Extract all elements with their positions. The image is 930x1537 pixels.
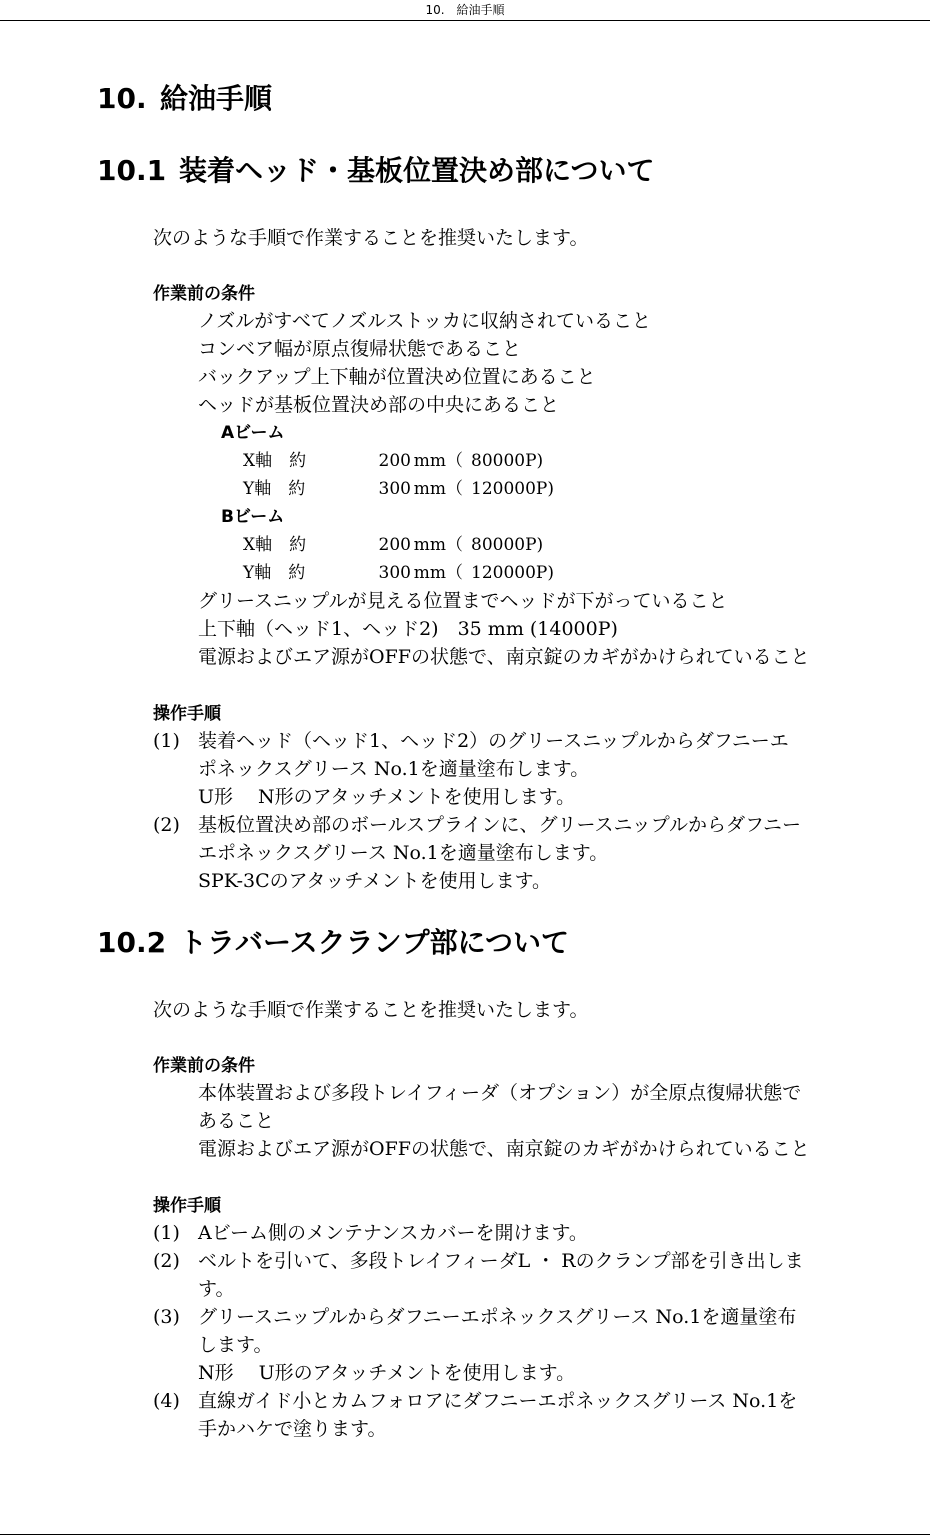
- procedure-heading: 操作手順: [153, 1196, 221, 1216]
- step-text: 装着ヘッド（ヘッド1、ヘッド2）のグリースニップルからダフニーエ: [198, 730, 789, 752]
- axis-unit: mm（: [413, 451, 463, 471]
- axis-value: 200: [378, 451, 411, 471]
- axis-value: 200: [378, 535, 411, 555]
- section-intro: 次のような手順で作業することを推奨いたします。: [153, 999, 589, 1021]
- step-text: 手かハケで塗ります。: [198, 1418, 387, 1440]
- axis-pulses: 80000P): [471, 451, 544, 471]
- condition-item: バックアップ上下軸が位置決め位置にあること: [198, 366, 596, 388]
- axis-value: 300: [378, 479, 411, 499]
- condition-item: ヘッドが基板位置決め部の中央にあること: [198, 394, 560, 416]
- procedure-list: [153, 1219, 843, 1443]
- section-heading-10-1: [97, 152, 654, 190]
- step-number: (1): [153, 1222, 180, 1244]
- step-number: (4): [153, 1390, 180, 1412]
- procedure-step: [153, 1247, 843, 1303]
- section-heading-10-2: [97, 924, 569, 962]
- axis-row: [153, 447, 843, 475]
- conditions-heading: 作業前の条件: [153, 1056, 255, 1076]
- procedure-list: [153, 727, 843, 895]
- step-text: U形 N形のアタッチメントを使用します。: [198, 786, 576, 808]
- step-number: (1): [153, 730, 180, 752]
- axis-unit: mm（: [413, 535, 463, 555]
- section-title: 装着ヘッド・基板位置決め部について: [179, 154, 655, 187]
- procedure-step: [153, 1219, 843, 1247]
- condition-item: ノズルがすべてノズルストッカに収納されていること: [198, 310, 651, 332]
- axis-row: [153, 531, 843, 559]
- running-header: 10. 給油手順: [0, 0, 930, 21]
- condition-item: あること: [198, 1110, 275, 1132]
- axis-pulses: 80000P): [471, 535, 544, 555]
- step-text: N形 U形のアタッチメントを使用します。: [198, 1362, 576, 1384]
- condition-item: 電源およびエア源がOFFの状態で、南京錠のカギがかけられていること: [198, 1138, 810, 1160]
- beam-label: Aビーム: [221, 423, 285, 443]
- step-text: グリースニップルからダフニーエポネックスグリース No.1を適量塗布: [198, 1306, 797, 1328]
- axis-pulses: 120000P): [471, 563, 554, 583]
- step-text: 基板位置決め部のボールスプラインに、グリースニップルからダフニー: [198, 814, 802, 836]
- procedure-heading: 操作手順: [153, 704, 221, 724]
- procedure-step: [153, 727, 843, 811]
- procedure-step: [153, 811, 843, 895]
- condition-item: 上下軸（ヘッド1、ヘッド2) 35 mm (14000P): [198, 618, 618, 640]
- step-text: エポネックスグリース No.1を適量塗布します。: [198, 842, 609, 864]
- section-intro: 次のような手順で作業することを推奨いたします。: [153, 227, 589, 249]
- step-text: ベルトを引いて、多段トレイフィーダL ・ Rのクランプ部を引き出しま: [198, 1250, 804, 1272]
- section-title: トラバースクランプ部について: [179, 926, 570, 959]
- axis-row: [153, 559, 843, 587]
- axis-pulses: 120000P): [471, 479, 554, 499]
- condition-item: 本体装置および多段トレイフィーダ（オプション）が全原点復帰状態で: [198, 1082, 802, 1104]
- chapter-number: 10.: [97, 82, 147, 115]
- axis-unit: mm（: [413, 479, 463, 499]
- axis-name: X軸 約: [243, 535, 307, 555]
- section-number: 10.2: [97, 926, 167, 959]
- axis-row: [153, 475, 843, 503]
- chapter-heading: [97, 80, 272, 118]
- beam-label: Bビーム: [221, 507, 285, 527]
- axis-name: Y軸 約: [243, 563, 306, 583]
- step-number: (2): [153, 814, 180, 836]
- step-text: す。: [198, 1278, 235, 1300]
- step-text: ポネックスグリース No.1を適量塗布します。: [198, 758, 590, 780]
- chapter-title: 給油手順: [160, 82, 273, 115]
- step-text: します。: [198, 1334, 273, 1356]
- axis-unit: mm（: [413, 563, 463, 583]
- conditions-heading: 作業前の条件: [153, 284, 255, 304]
- axis-name: Y軸 約: [243, 479, 306, 499]
- condition-item: コンベア幅が原点復帰状態であること: [198, 338, 522, 360]
- footer-rule: [0, 1534, 930, 1535]
- axis-value: 300: [378, 563, 411, 583]
- procedure-step: [153, 1303, 843, 1387]
- conditions-list: [153, 1079, 843, 1163]
- step-number: (2): [153, 1250, 180, 1272]
- step-number: (3): [153, 1306, 180, 1328]
- condition-item: 電源およびエア源がOFFの状態で、南京錠のカギがかけられていること: [198, 646, 810, 668]
- step-text: SPK-3Cのアタッチメントを使用します。: [198, 870, 552, 892]
- section-number: 10.1: [97, 154, 167, 187]
- condition-item: グリースニップルが見える位置までヘッドが下がっていること: [198, 590, 728, 612]
- step-text: 直線ガイド小とカムフォロアにダフニーエポネックスグリース No.1を: [198, 1390, 798, 1412]
- axis-name: X軸 約: [243, 451, 307, 471]
- step-text: Aビーム側のメンテナンスカバーを開けます。: [198, 1222, 588, 1244]
- procedure-step: [153, 1387, 843, 1443]
- conditions-list: [153, 307, 843, 671]
